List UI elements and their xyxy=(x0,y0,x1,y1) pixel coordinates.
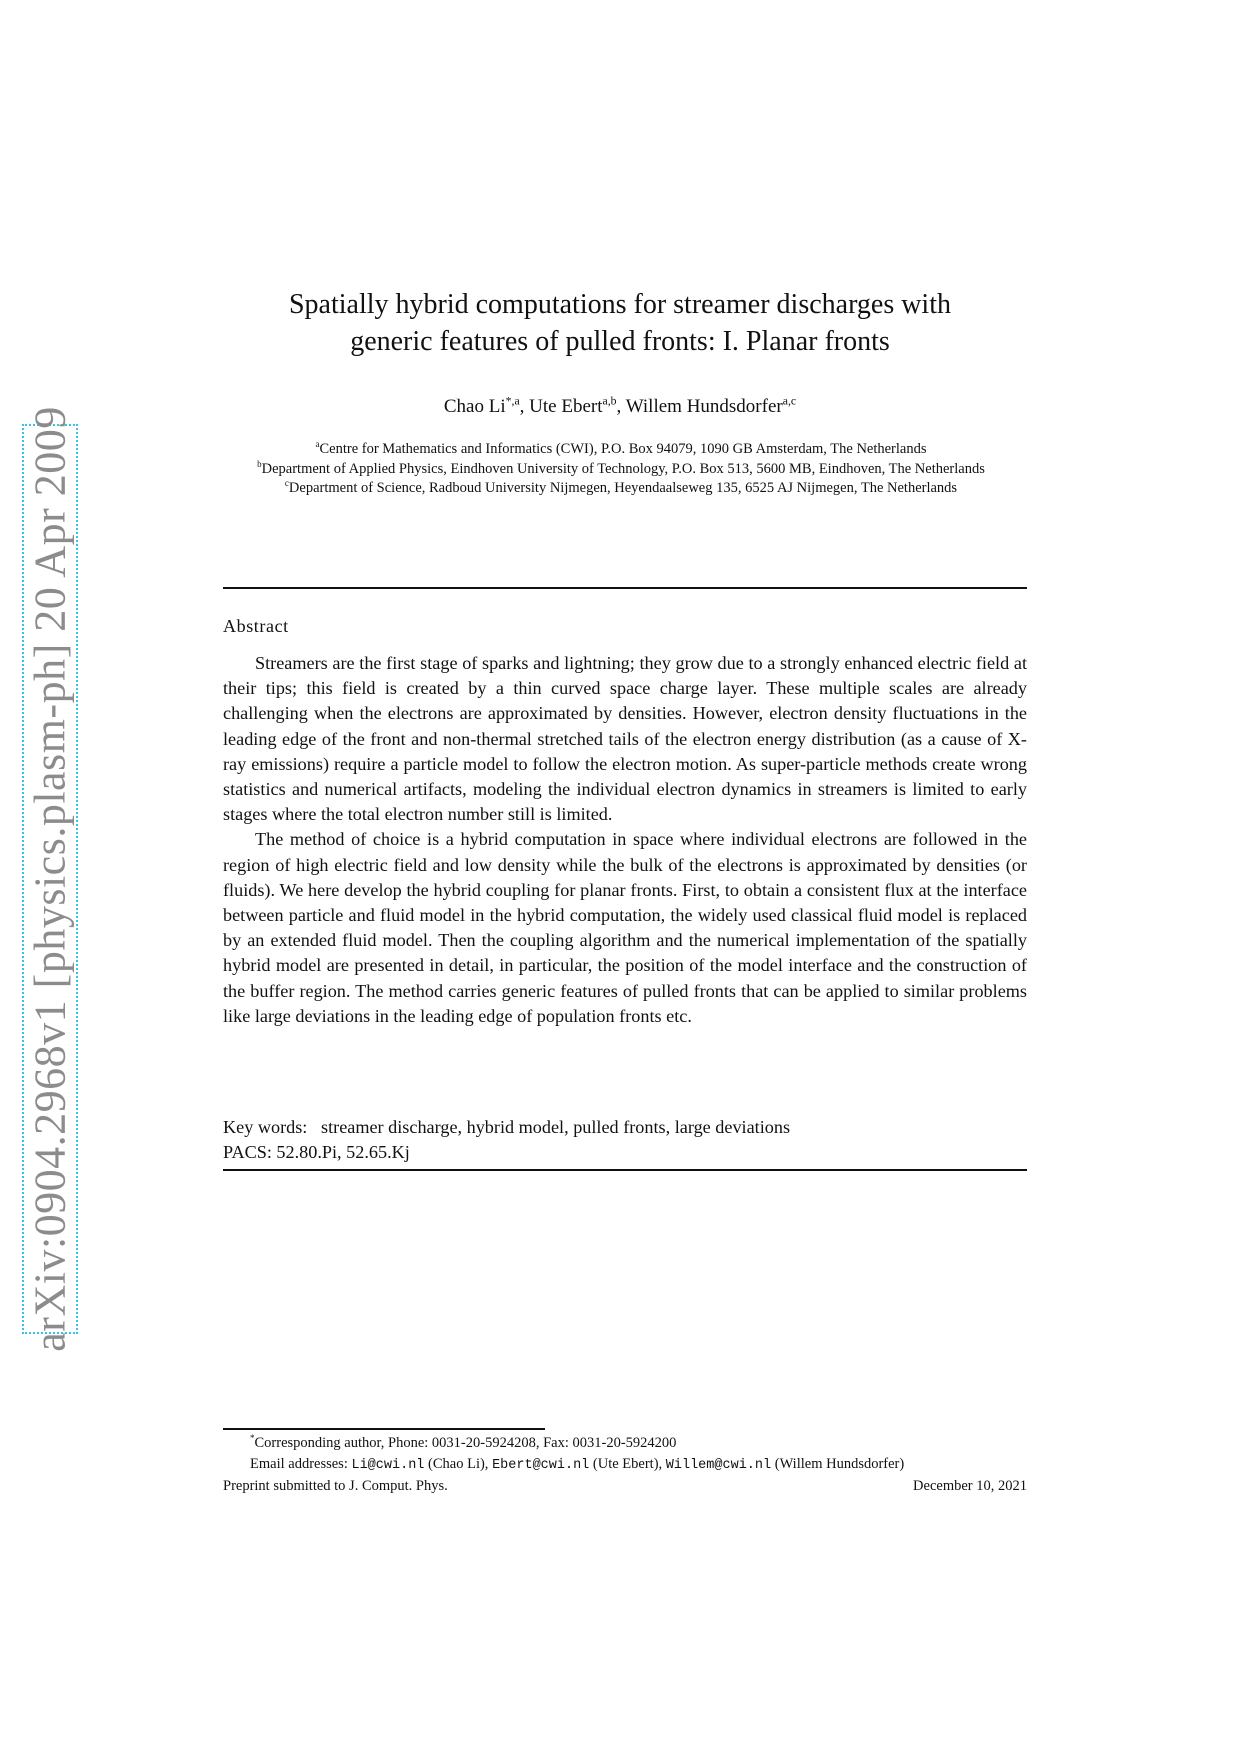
abstract-top-rule xyxy=(223,587,1027,589)
affiliation-sup: b xyxy=(257,458,262,469)
email-label: Email addresses: xyxy=(250,1455,348,1472)
abstract-paragraph-1: Streamers are the first stage of sparks and lightning; they grow due to a strongly enhanced electric field at their tips; this field is created by a thin curved space charge layer. These multiple scales are already challenging when the electrons are approximated by densities. However, electron density fluctuations in the leading edge of the front and non-thermal stretched tails of the electron energy distribution (as a cause of X-ray emissions) require a particle model to follow the electron motion. As super-particle methods create wrong statistics and numerical artifacts, modeling the individual electron dynamics in streamers is limited to early stages where the total electron number still is limited. xyxy=(223,653,1027,825)
email-footnote xyxy=(250,1454,904,1477)
email-owner: (Chao Li), xyxy=(428,1455,489,1472)
affiliation-b xyxy=(236,460,1006,480)
abstract-paragraph-2: The method of choice is a hybrid computation in space where individual electrons are followed in the region of high electric field and low density while the bulk of the electrons is approximated by densities (or fluids). We here develop the hybrid coupling for planar fronts. First, to obtain a consistent flux at the interface between particle and fluid model in the hybrid computation, the widely used classical fluid model is replaced by an extended fluid model. Then the coupling algorithm and the numerical implementation of the spatially hybrid model are presented in detail, in particular, the position of the model interface and the construction of the buffer region. The method carries generic features of pulled fronts that can be applied to similar problems like large deviations in the leading edge of population fronts etc. xyxy=(223,829,1027,1026)
affiliation-list xyxy=(236,440,1006,499)
affiliation-text: Centre for Mathematics and Informatics (CWI), P.O. Box 94079, 1090 GB Amsterdam, The Netherlands xyxy=(319,441,927,457)
abstract-bottom-rule xyxy=(223,1169,1027,1171)
author-name: Chao Li xyxy=(443,396,506,417)
affiliation-text: Department of Science, Radboud University Nijmegen, Heyendaalseweg 135, 6525 AJ Nijmegen, The Netherlands xyxy=(288,480,958,496)
keywords-value: streamer discharge, hybrid model, pulled fronts, large deviations xyxy=(321,1117,791,1137)
preprint-journal: Preprint submitted to J. Comput. Phys. xyxy=(223,1478,448,1494)
author-list: Chao $Li^{*,a}$, Ute Ebert$^{a,b}$, Willem Hundsdorfer$^{a,c}$ xyxy=(443,394,797,417)
affiliation-c xyxy=(236,479,1006,499)
abstract-heading: Abstract xyxy=(223,616,289,636)
author-sup: a,b xyxy=(602,394,617,408)
affiliation-sup: c xyxy=(284,478,289,489)
corresponding-author-text: Corresponding author, Phone: 0031-20-5924208, Fax: 0031-20-5924200 xyxy=(254,1435,677,1451)
affiliation-sup: a xyxy=(315,439,320,450)
preprint-date: December 10, 2021 xyxy=(913,1478,1027,1494)
author-sup: *,a xyxy=(505,394,520,408)
title-line-1: Spatially hybrid computations for streamer discharges with xyxy=(288,289,951,320)
keywords-line xyxy=(223,1115,790,1140)
keywords-block xyxy=(223,1115,790,1165)
affiliation-a xyxy=(236,440,1006,460)
paper-title xyxy=(200,286,1040,360)
arxiv-stamp[interactable] xyxy=(22,406,78,1352)
arxiv-stamp-text: arXiv:0904.2968v1 [physics.plasm-ph] 20 Apr 2009 xyxy=(25,406,75,1352)
pacs-line: PACS: 52.80.Pi, 52.65.Kj xyxy=(223,1142,410,1163)
email-link[interactable]: Li@cwi.nl xyxy=(351,1457,425,1473)
email-owner: (Ute Ebert), xyxy=(592,1455,663,1472)
preprint-line xyxy=(223,1478,1027,1495)
title-line-2: generic features of pulled fronts: I. Planar fronts xyxy=(350,326,890,357)
footnote-rule xyxy=(223,1428,545,1430)
affiliation-text: Department of Applied Physics, Eindhoven University of Technology, P.O. Box 513, 5600 MB, Eindhoven, The Netherlands xyxy=(261,460,985,477)
corresponding-author-footnote xyxy=(250,1433,904,1454)
author-name: Ute Ebert xyxy=(529,396,603,417)
email-link[interactable]: Ebert@cwi.nl xyxy=(492,1457,590,1473)
author-name: Willem Hundsdorfer xyxy=(625,396,783,417)
footnotes xyxy=(250,1433,904,1476)
abstract-body xyxy=(223,651,1027,1029)
footnote-sup: * xyxy=(250,1433,255,1444)
keywords-label: Key words: xyxy=(223,1117,308,1137)
email-owner: (Willem Hundsdorfer) xyxy=(774,1455,905,1472)
author-sup: a,c xyxy=(782,394,797,408)
email-link[interactable]: Willem@cwi.nl xyxy=(665,1457,772,1473)
